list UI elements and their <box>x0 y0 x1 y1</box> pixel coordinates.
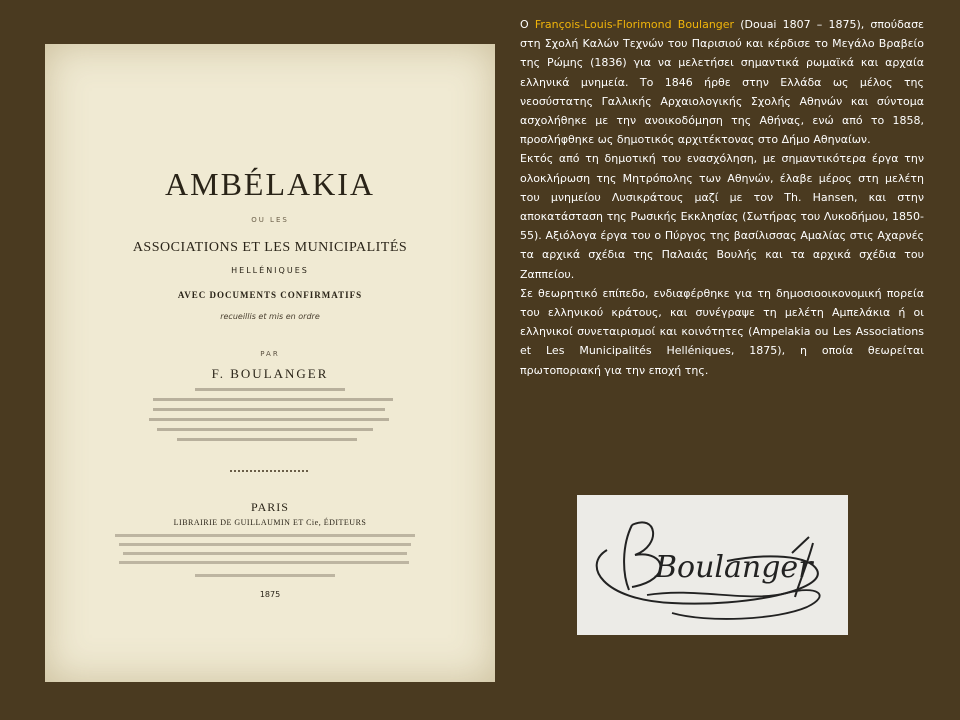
credential-line <box>149 418 389 421</box>
imprint-line <box>119 561 409 564</box>
imprint-line <box>115 534 415 537</box>
book-title: AMBÉLAKIA <box>165 166 375 202</box>
bio-paragraph-1 <box>520 15 924 149</box>
imprint-line <box>123 552 407 555</box>
book-title-page-scan <box>45 44 495 682</box>
credential-line <box>177 438 357 441</box>
book-subtitle: ASSOCIATIONS ET LES MUNICIPALITÉS <box>132 240 408 255</box>
credential-line <box>153 398 393 401</box>
credential-line <box>157 428 373 431</box>
book-publisher: LIBRAIRIE DE GUILLAUMIN ET Cie, ÉDITEURS <box>173 518 367 527</box>
book-recueillis: recueillis et mis en ordre <box>220 312 320 321</box>
bio-paragraph-2: Εκτός από τη δημοτική του ενασχόληση, με σημαντικότερα έργα την ολοκλήρωση της Μητρόπολης των Αθηνών, έλαβε μέρος στη μελέτη του μνημείου Λυσικράτους μαζί με τον Th. Hansen, και στην αποκατάσταση της Ρωσικής Εκκλησίας (Σωτήρας του Λυκοδήμου, 1850-55). Αξιόλογα έργα του ο Πύργος της βασίλισσας Αμαλίας στις Αχαρνές τα αρχικά σχέδια της Παλαιάς Βουλής και τα αρχικά σχέδια του Ζαππείου. <box>520 152 924 281</box>
book-city: PARIS <box>251 500 289 514</box>
biography-text <box>520 15 924 380</box>
signature-image <box>577 495 848 635</box>
bio-paragraph-3: Σε θεωρητικό επίπεδο, ενδιαφέρθηκε για τη δημοσιοοικονομική πορεία του ελληνικού κράτους, και συνέγραψε τη μελέτη Αμπελάκια ή οι ελληνικοί συνεταιρισμοί και κοινότητες (Ampelakia ou Les Associations et Les Municipalités Helléniques, 1875), η οποία θεωρείται πρωτοποριακή για την εποχή της. <box>520 286 924 377</box>
bio-p1-prefix: Ο <box>520 18 535 31</box>
bio-p1-rest: (Douai 1807 – 1875), σπούδασε στη Σχολή Καλών Τεχνών του Παρισιού και κέρδισε το Μεγάλο Βραβείο της Ρώμης (1836) για να μελετήσει σημαντικά ρωμαϊκά και αρχαία ελληνικά μνημεία. Το 1846 ήρθε στην Ελλάδα ως μέλος της νεοσύστατης Γαλλικής Αρχαιολογικής Σχολής Αθηνών και σύντομα ασχολήθηκε με την ανοικοδόμηση της Αθήνας, ενώ από το 1858, προσλήφθηκε ως δημοτικός αρχιτέκτονας στο Δήμο Αθηναίων. <box>520 18 924 147</box>
book-author: F. BOULANGER <box>211 366 329 381</box>
book-helleniques: HELLÉNIQUES <box>231 266 309 275</box>
imprint-line <box>195 574 335 577</box>
credential-line <box>153 408 385 411</box>
book-par: PAR <box>260 350 280 358</box>
imprint-line <box>119 543 411 546</box>
bio-name-highlight: François-Louis-Florimond Boulanger <box>534 18 735 31</box>
credential-line <box>195 388 345 391</box>
signature-drawing <box>577 495 848 635</box>
book-ou-les: OU LES <box>251 216 289 224</box>
signature-text: Boulanger <box>655 550 813 585</box>
book-avec-documents: AVEC DOCUMENTS CONFIRMATIFS <box>177 290 363 300</box>
ornament-rule <box>230 470 308 472</box>
book-year: 1875 <box>259 590 281 599</box>
